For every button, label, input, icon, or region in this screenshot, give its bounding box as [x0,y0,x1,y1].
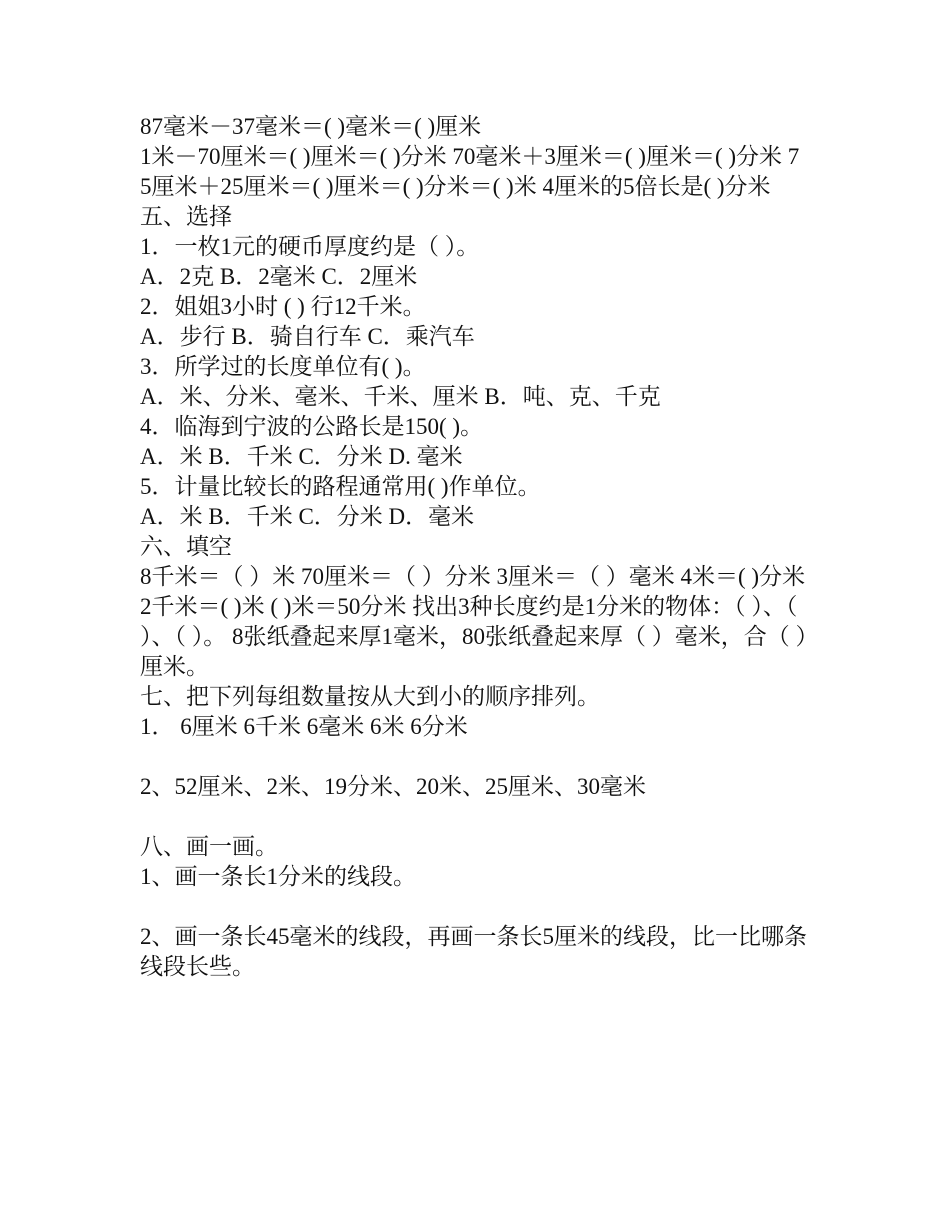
question-2-options: A．步行 B．骑自行车 C．乘汽车 [140,324,475,349]
question-1-options: A．2克 B．2毫米 C．2厘米 [140,264,418,289]
question-5: 5．计量比较长的路程通常用( )作单位。 [140,474,541,499]
question-4-options: A．米 B．千米 C．分米 D. 毫米 [140,444,463,469]
unit-conversion-line-1: 87毫米－37毫米＝( )毫米＝( )厘米 [140,114,482,139]
ordering-item-1: 1． 6厘米 6千米 6毫米 6米 6分米 [140,714,468,739]
section-eight-heading: 八、画一画。 [140,834,278,859]
section-six-heading: 六、填空 [140,534,232,559]
worksheet-page [140,112,810,982]
question-1: 1．一枚1元的硬币厚度约是（ ）。 [140,234,480,259]
answer-space [140,742,810,772]
drawing-task-1: 1、画一条长1分米的线段。 [140,864,416,889]
question-3: 3．所学过的长度单位有( )。 [140,354,426,379]
answer-space [140,892,810,922]
question-5-options: A．米 B．千米 C．分米 D．毫米 [140,504,475,529]
question-2: 2．姐姐3小时 ( ) 行12千米。 [140,294,426,319]
drawing-task-2: 2、画一条长45毫米的线段，再画一条长5厘米的线段，比一比哪条线段长些。 [140,924,807,979]
fill-in-block: 8千米＝（ ）米 70厘米＝（ ）分米 3厘米＝（ ）毫米 4米＝( )分米 2千米＝( )米 ( )米＝50分米 找出3种长度约是1分米的物体：（ ）、（ ）、（ ）。 8张纸叠起来厚1毫米，80张纸叠起来厚（ ）毫米，合（ ）厘米。 [140,564,807,679]
section-seven-heading: 七、把下列每组数量按从大到小的顺序排列。 [140,684,600,709]
ordering-item-2: 2、52厘米、2米、19分米、20米、25厘米、30毫米 [140,774,646,799]
answer-space [140,802,810,832]
question-4: 4．临海到宁波的公路长是150( )。 [140,414,484,439]
unit-conversion-block: 1米－70厘米＝( )厘米＝( )分米 70毫米＋3厘米＝( )厘米＝( )分米 75厘米＋25厘米＝( )厘米＝( )分米＝( )米 4厘米的5倍长是( )分米 [140,144,800,199]
question-3-options: A．米、分米、毫米、千米、厘米 B．吨、克、千克 [140,384,661,409]
section-five-heading: 五、选择 [140,204,232,229]
